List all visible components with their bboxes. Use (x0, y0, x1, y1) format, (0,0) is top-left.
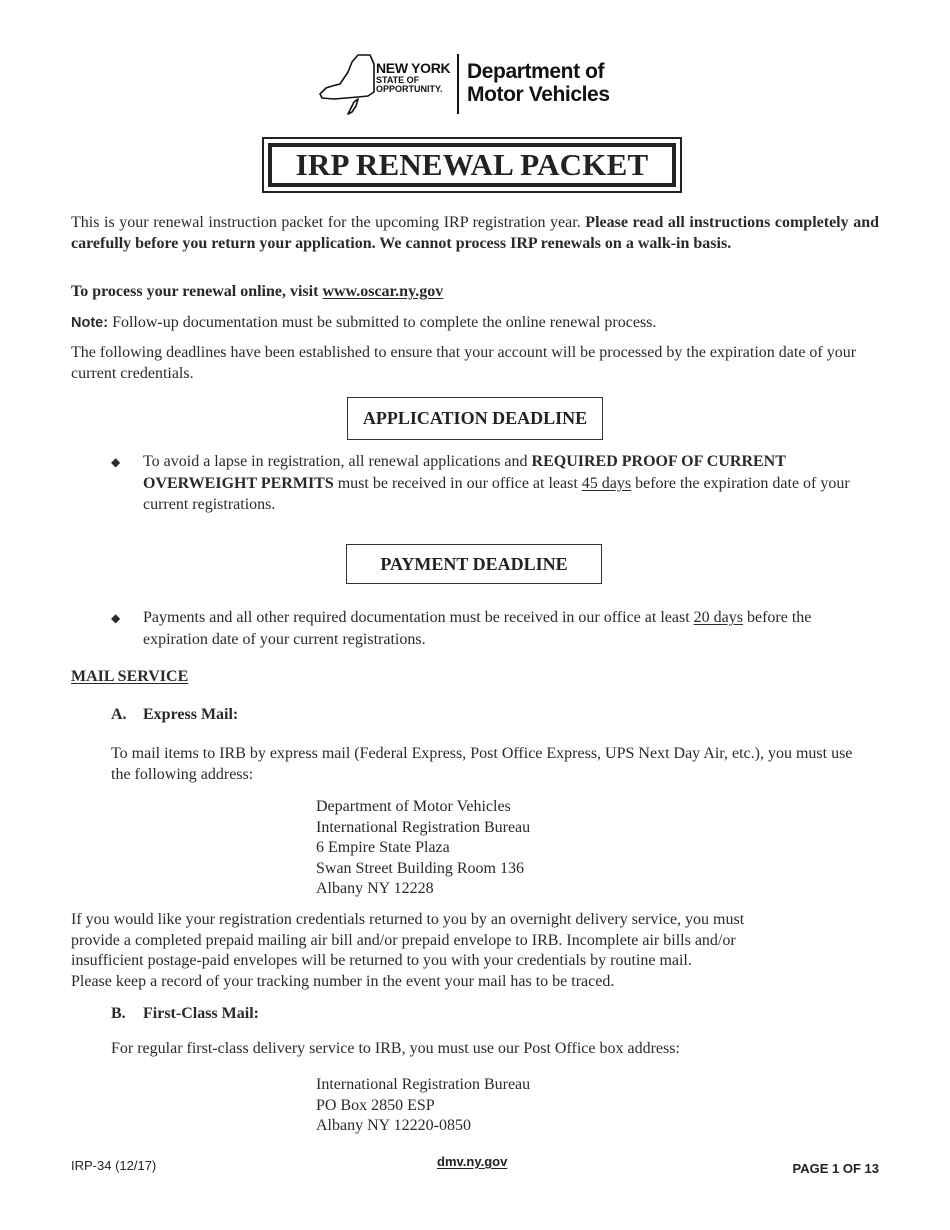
form-id: IRP-34 (12/17) (71, 1158, 157, 1173)
express-mail-address: Department of Motor Vehicles International Registration Bureau 6 Empire State Plaza Swan Street Building Room 136 Albany NY 12228 (316, 798, 531, 897)
express-mail-instructions: To mail items to IRB by express mail (Federal Express, Post Office Express, UPS Next Day Air, etc.), you must use the following address: (111, 745, 853, 783)
first-class-mail-heading: B. First-Class Mail: (111, 1005, 259, 1022)
oscar-website-link[interactable]: www.oscar.ny.gov (322, 283, 444, 300)
online-renewal-line: To process your renewal online, visit www.oscar.ny.gov (71, 283, 444, 300)
logo-divider (457, 54, 459, 114)
mail-service-heading: MAIL SERVICE (71, 668, 189, 685)
dmv-logo (318, 52, 638, 118)
diamond-bullet-icon: ◆ (111, 611, 121, 625)
page-number: PAGE 1 OF 13 (792, 1161, 879, 1176)
packet-title-box (262, 137, 682, 193)
packet-title: IRP RENEWAL PACKET (295, 147, 649, 182)
express-mail-heading: A. Express Mail: (111, 706, 239, 723)
payment-deadline-text: Payments and all other required documentation must be received in our office at least 20 days before the expiration date of your current registrations. (143, 609, 812, 648)
diamond-bullet-icon: ◆ (111, 455, 121, 469)
deadlines-intro: The following deadlines have been established to ensure that your account will be processed by the expiration date of your current credentials. (71, 344, 857, 382)
overnight-delivery-paragraph: If you would like your registration credentials returned to you by an overnight delivery service, you must provide a completed prepaid mailing air bill and/or prepaid envelope to IRB. Incomplete air bills and/or insufficient postage-paid envelopes will be returned to you with your credentials by routine mail. Please keep a record of your tracking number in the event your mail has to be traced. (71, 911, 745, 990)
application-deadline-text: To avoid a lapse in registration, all renewal applications and REQUIRED PROOF OF CURRENT OVERWEIGHT PERMITS must be received in our office at least 45 days before the expiration date of your current registrations. (143, 453, 850, 513)
logo-state-tagline: STATE OF OPPORTUNITY. (376, 75, 443, 94)
intro-paragraph: This is your renewal instruction packet for the upcoming IRP registration year. Please read all instructions completely and carefully before you return your application. We cannot process IRP renewals on a walk-in basis. (71, 214, 880, 252)
dmv-website-link[interactable]: dmv.ny.gov (437, 1154, 508, 1169)
first-class-mail-address: International Registration Bureau PO Box 2850 ESP Albany NY 12220-0850 (316, 1076, 531, 1134)
payment-deadline-heading: PAYMENT DEADLINE (346, 544, 602, 584)
logo-department-name: Department of Motor Vehicles (467, 60, 610, 106)
first-class-mail-instructions: For regular first-class delivery service to IRB, you must use our Post Office box address: (111, 1040, 680, 1057)
note-line: Note: Follow-up documentation must be submitted to complete the online renewal process. (71, 314, 657, 331)
logo-state-name: NEW YORK (376, 60, 451, 76)
application-deadline-heading: APPLICATION DEADLINE (347, 397, 603, 440)
new-york-state-outline-icon (318, 52, 378, 118)
